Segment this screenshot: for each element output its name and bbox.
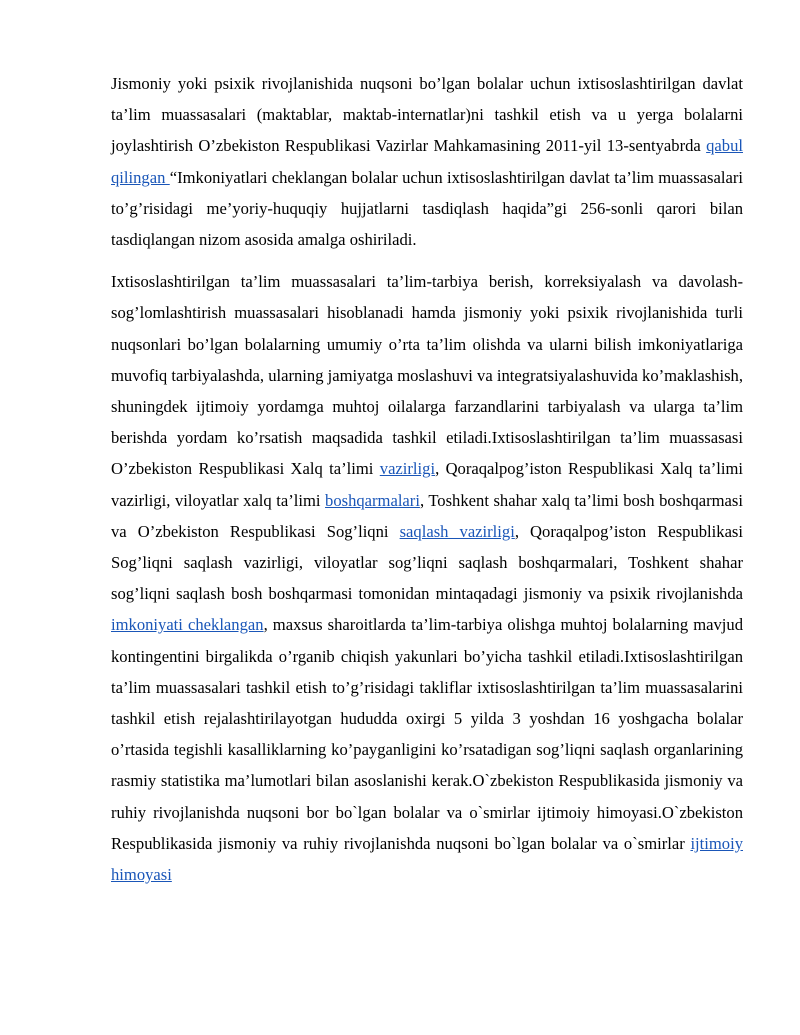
paragraph-text: “Imkoniyatlari cheklangan bolalar uchun ixtisoslashtirilgan davlat ta’lim muassasalari to’g’risidagi me’yoriy-huquqiy hujjatlarni tasdiqlash haqida”gi 256-sonli qarori bilan tasdiqlangan nizom asosida amalga oshiriladi. (111, 167, 743, 250)
paragraph-1 (111, 68, 743, 255)
paragraph-text: , maxsus sharoitlarda ta’lim-tarbiya olishga muhtoj bolalarning mavjud kontingentini birgalikda o’rganib chiqish yakunlari bo’yicha tashkil etiladi.Ixtisoslashtirilgan ta’lim muassasalari tashkil etish to’g’risidagi takliflar ixtisoslashtirilgan ta’lim muassasalarini tashkil etish rejalashtirilayotgan hududda oxirgi 5 yilda 3 yoshdan 16 yoshgacha bolalar o’rtasida tegishli kasalliklarning ko’payganligini ko’rsatadigan sog’liqni saqlash organlarining rasmiy statistika ma’lumotlari bilan asoslanishi kerak.O`zbekiston Respublikasida jismoniy va ruhiy rivojlanishda nuqsoni bor bo`lgan bolalar va o`smirlar ijtimoiy himoyasi.O`zbekiston Respublikasida jismoniy va ruhiy rivojlanishda nuqsoni bo`lgan bolalar va o`smirlar (111, 615, 743, 853)
document-page (111, 68, 743, 890)
link-qabul-qilingan[interactable]: qabul qilingan (111, 136, 743, 187)
paragraph-2 (111, 266, 743, 890)
paragraph-text: , Qoraqalpog’iston Respublikasi Xalq ta’limi vazirligi, viloyatlar xalq ta’limi (111, 459, 743, 510)
link-ijtimoiy-himoyasi[interactable]: ijtimoiy himoyasi (111, 833, 743, 885)
paragraph-text: , Toshkent shahar xalq ta’limi bosh boshqarmasi va O’zbekiston Respublikasi Sog’liqni (111, 490, 743, 541)
link-boshqarmalari[interactable]: boshqarmalari (325, 490, 420, 510)
link-saqlash-vazirligi[interactable]: saqlash vazirligi (399, 521, 515, 541)
link-imkoniyati-cheklangan[interactable]: imkoniyati cheklangan (111, 615, 264, 635)
paragraph-text: Ixtisoslashtirilgan ta’lim muassasalari ta’lim-tarbiya berish, korreksiyalash va davolash-sog’lomlashtirish muassasalari hisoblanadi hamda jismoniy yoki psixik rivojlanishida turli nuqsonlari bo’lgan bolalarning umumiy o’rta ta’lim olishda va ularni bilish imkoniyatlariga muvofiq tarbiyalashda, ularning jamiyatga moslashuvi va integratsiyalashuvida ko’maklashish, shuningdek ijtimoiy yordamga muhtoj oilalarga farzandlarini tarbiyalash va ularga ta’lim berishda yordam ko’rsatish maqsadida tashkil etiladi.Ixtisoslashtirilgan ta’lim muassasasi O’zbekiston Respublikasi Xalq ta’limi (111, 272, 743, 479)
paragraph-text: Jismoniy yoki psixik rivojlanishida nuqsoni bo’lgan bolalar uchun ixtisoslashtirilgan davlat ta’lim muassasalari (maktablar, maktab-internatlar)ni tashkil etish va u yerga bolalarni joylashtirish O’zbekiston Respublikasi Vazirlar Mahkamasining 2011-yil 13-sentyabrda (111, 74, 743, 156)
link-vazirligi[interactable]: vazirligi (379, 459, 436, 479)
paragraph-text: , Qoraqalpog’iston Respublikasi Sog’liqni saqlash vazirligi, viloyatlar sog’liqni saqlash boshqarmalari, Toshkent shahar sog’liqni saqlash bosh boshqarmasi tomonidan mintaqadagi jismoniy va psixik rivojlanishda (111, 521, 743, 604)
